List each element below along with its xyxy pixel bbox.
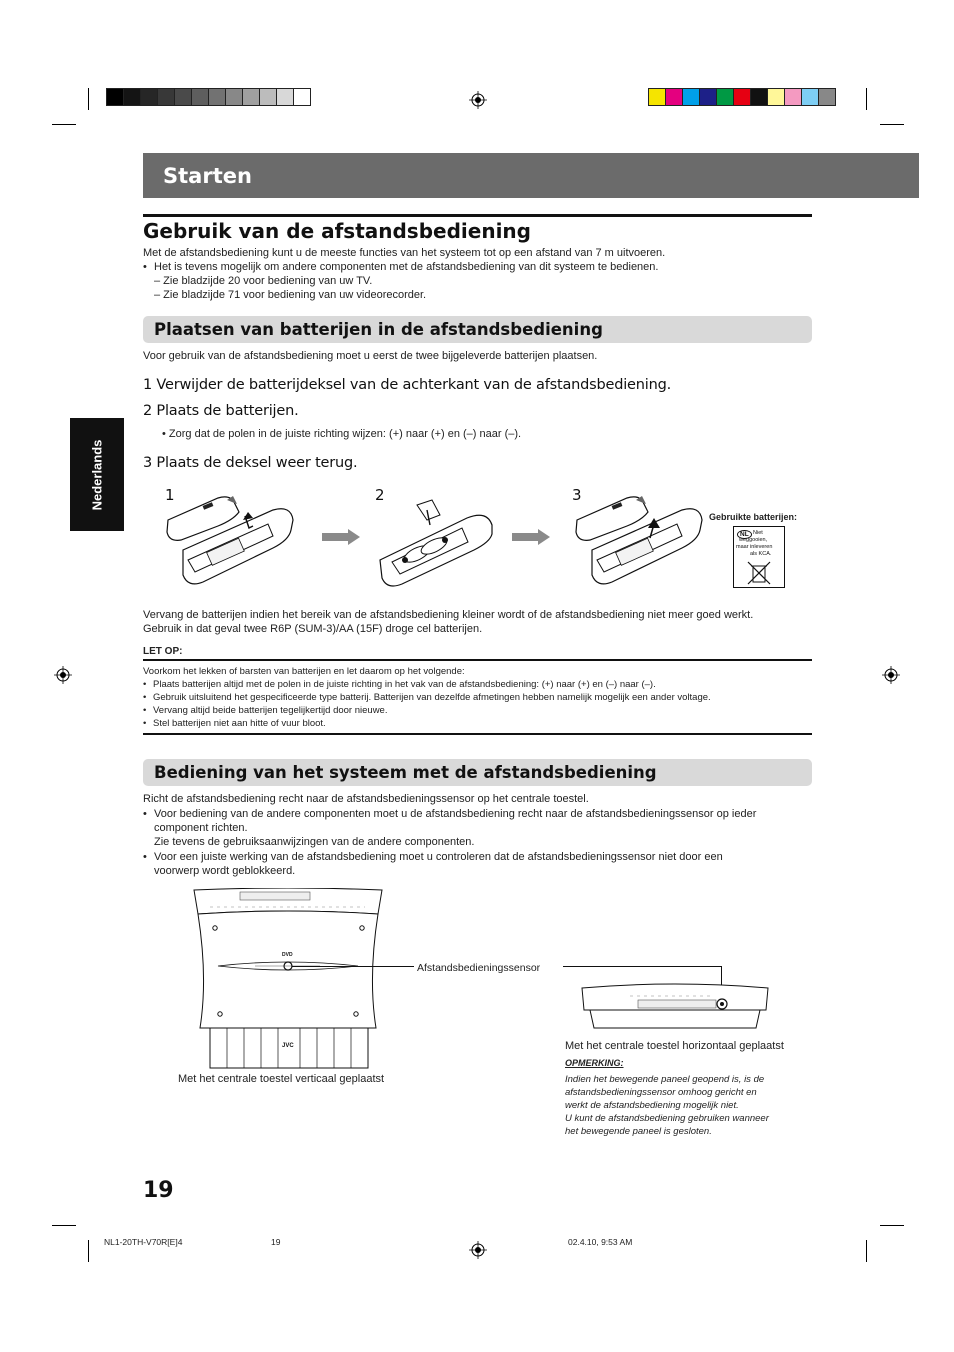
color-swatch bbox=[784, 88, 802, 106]
divider bbox=[143, 659, 812, 661]
remote-cover-replaced-illustration bbox=[572, 490, 707, 590]
callout-line bbox=[563, 966, 722, 967]
operation-bullet: Voor bediening van de andere componenten moet u de afstandsbediening recht naar de afstandsbedieningssensor op ieder bbox=[154, 808, 757, 820]
kca-text: als KCA. bbox=[750, 551, 772, 557]
color-swatch bbox=[818, 88, 836, 106]
caution-item: Gebruik uitsluitend het gespecificeerde type batterij. Batterijen van dezelfde afmetingen hebben namelijk mogelijk een ander voltage. bbox=[153, 692, 711, 703]
kca-text: weggooien, bbox=[739, 537, 768, 543]
operation-bullet-marker: • bbox=[143, 851, 147, 863]
registration-mark-icon bbox=[469, 1241, 487, 1259]
language-tab-label: Nederlands bbox=[89, 439, 105, 510]
step-2-note: • Zorg dat de polen in de juiste richting wijzen: (+) naar (+) en (–) naar (–). bbox=[162, 428, 522, 440]
grayscale-color-bar bbox=[106, 88, 310, 106]
color-swatch bbox=[716, 88, 734, 106]
figure-number: 1 bbox=[165, 486, 175, 504]
crop-mark bbox=[52, 1225, 76, 1226]
color-swatch bbox=[801, 88, 819, 106]
gray-swatch bbox=[225, 88, 243, 106]
intro-sub-item: – Zie bladzijde 71 voor bediening van uw videorecorder. bbox=[154, 289, 427, 301]
crop-mark bbox=[866, 1240, 867, 1262]
registration-mark-icon bbox=[882, 666, 900, 684]
figure-number: 2 bbox=[375, 486, 385, 504]
registration-mark-icon bbox=[469, 91, 487, 109]
gray-swatch bbox=[276, 88, 294, 106]
note-title: OPMERKING: bbox=[565, 1058, 624, 1068]
subheading-text: Plaatsen van batterijen in de afstandsbediening bbox=[154, 320, 603, 339]
crossed-bin-icon bbox=[746, 560, 772, 586]
note-line: afstandsbedieningssensor omhoog gericht en bbox=[565, 1087, 757, 1098]
gray-swatch bbox=[157, 88, 175, 106]
color-swatch bbox=[648, 88, 666, 106]
registration-mark-icon bbox=[54, 666, 72, 684]
crop-mark bbox=[866, 88, 867, 110]
step-3: 3 Plaats de deksel weer terug. bbox=[143, 455, 358, 471]
section-title: Starten bbox=[163, 164, 252, 188]
sensor-label: Afstandsbedieningssensor bbox=[417, 962, 541, 974]
footer-page: 19 bbox=[271, 1237, 281, 1247]
intro-text: Met de afstandsbediening kunt u de meeste functies van het systeem tot op een afstand van 7 m uitvoeren. bbox=[143, 247, 666, 259]
color-swatch bbox=[733, 88, 751, 106]
crop-mark bbox=[52, 124, 76, 125]
horizontal-caption: Met het centrale toestel horizontaal geplaatst bbox=[565, 1040, 784, 1052]
caution-bullet-marker: • bbox=[143, 692, 147, 703]
gray-swatch bbox=[140, 88, 158, 106]
gray-swatch bbox=[242, 88, 260, 106]
replace-text: Gebruik in dat geval twee R6P (SUM-3)/AA (15F) droge cel batterijen. bbox=[143, 623, 483, 635]
divider bbox=[143, 733, 812, 735]
caution-bullet-marker: • bbox=[143, 679, 147, 690]
nl-mark: NL bbox=[737, 530, 752, 539]
callout-line bbox=[292, 966, 414, 967]
color-swatch bbox=[699, 88, 717, 106]
crop-mark bbox=[88, 88, 89, 110]
caution-item: Stel batterijen niet aan hitte of vuur bloot. bbox=[153, 718, 326, 729]
language-tab bbox=[70, 418, 124, 531]
color-swatch bbox=[750, 88, 768, 106]
note-line: U kunt de afstandsbediening gebruiken wanneer bbox=[565, 1113, 769, 1124]
footer-file: NL1-20TH-V70R[E]4 bbox=[104, 1237, 183, 1247]
note-line: werkt de afstandsbediening mogelijk niet. bbox=[565, 1100, 739, 1111]
operation-bullet: voorwerp wordt geblokkeerd. bbox=[154, 865, 296, 877]
section-title-bar bbox=[143, 153, 919, 198]
caution-bullet-marker: • bbox=[143, 718, 147, 729]
gray-swatch bbox=[174, 88, 192, 106]
intro-sub-item: – Zie bladzijde 20 voor bediening van uw TV. bbox=[154, 275, 373, 287]
subheading-batteries bbox=[143, 316, 812, 343]
caution-item: Plaats batterijen altijd met de polen in de juiste richting in het vak van de afstandsbediening: (+) naar (+) en (–) naar (–). bbox=[153, 679, 656, 690]
gray-swatch bbox=[259, 88, 277, 106]
crop-mark bbox=[880, 1225, 904, 1226]
caution-item: Vervang altijd beide batterijen tegelijkertijd door nieuwe. bbox=[153, 705, 388, 716]
step-1: 1 Verwijder de batterijdeksel van de achterkant van de afstandsbediening. bbox=[143, 377, 671, 393]
arrow-right-icon bbox=[322, 529, 360, 545]
caution-title: LET OP: bbox=[143, 646, 183, 657]
caution-intro: Voorkom het lekken of barsten van batterijen en let daarom op het volgende: bbox=[143, 666, 465, 677]
operation-text: Richt de afstandsbediening recht naar de afstandsbedieningssensor op het centrale toestel. bbox=[143, 793, 589, 805]
step-2: 2 Plaats de batterijen. bbox=[143, 403, 299, 419]
kca-text: maar inleveren bbox=[736, 544, 773, 550]
note-line: het bewegende paneel is gesloten. bbox=[565, 1126, 712, 1137]
crop-mark bbox=[88, 1240, 89, 1262]
intro-bullet: Het is tevens mogelijk om andere componenten met de afstandsbediening van dit systeem te bedienen. bbox=[154, 261, 659, 273]
gray-swatch bbox=[106, 88, 124, 106]
color-swatch bbox=[767, 88, 785, 106]
operation-bullet: component richten. bbox=[154, 822, 248, 834]
jvc-logo: JVC bbox=[282, 1043, 294, 1049]
intro-bullet-marker: • bbox=[143, 261, 147, 273]
remote-batteries-inserted-illustration bbox=[372, 490, 502, 590]
figure-number: 3 bbox=[572, 486, 582, 504]
vertical-caption: Met het centrale toestel verticaal geplaatst bbox=[178, 1073, 385, 1085]
used-batteries-label: Gebruikte batterijen: bbox=[709, 512, 798, 522]
footer-timestamp: 02.4.10, 9:53 AM bbox=[568, 1237, 633, 1247]
note-line: Indien het bewegende paneel geopend is, is de bbox=[565, 1074, 765, 1085]
remote-cover-removed-illustration bbox=[163, 490, 298, 590]
gray-swatch bbox=[293, 88, 311, 106]
gray-swatch bbox=[123, 88, 141, 106]
kca-disposal-sign bbox=[733, 526, 785, 588]
caution-bullet-marker: • bbox=[143, 705, 147, 716]
subheading-operation bbox=[143, 759, 812, 786]
operation-bullet: Voor een juiste werking van de afstandsbediening moet u controleren dat de afstandsbedieningssensor niet door een bbox=[154, 851, 723, 863]
crop-mark bbox=[880, 124, 904, 125]
page-title: Gebruik van de afstandsbediening bbox=[143, 214, 812, 243]
subheading-text: Bediening van het systeem met de afstandsbediening bbox=[154, 763, 657, 782]
batteries-intro: Voor gebruik van de afstandsbediening moet u eerst de twee bijgeleverde batterijen plaatsen. bbox=[143, 350, 598, 362]
operation-bullet: Zie tevens de gebruiksaanwijzingen van de andere componenten. bbox=[154, 836, 475, 848]
gray-swatch bbox=[208, 88, 226, 106]
replace-text: Vervang de batterijen indien het bereik van de afstandsbediening kleiner wordt of de afstandsbediening niet meer goed werkt. bbox=[143, 609, 754, 621]
color-swatch bbox=[665, 88, 683, 106]
operation-bullet-marker: • bbox=[143, 808, 147, 820]
central-unit-horizontal-illustration bbox=[580, 982, 770, 1032]
process-color-bar bbox=[648, 88, 835, 106]
color-swatch bbox=[682, 88, 700, 106]
dvd-logo: DVD bbox=[282, 952, 293, 958]
page-number: 19 bbox=[143, 1178, 174, 1203]
arrow-right-icon bbox=[512, 529, 550, 545]
gray-swatch bbox=[191, 88, 209, 106]
kca-text: Niet bbox=[753, 530, 763, 536]
